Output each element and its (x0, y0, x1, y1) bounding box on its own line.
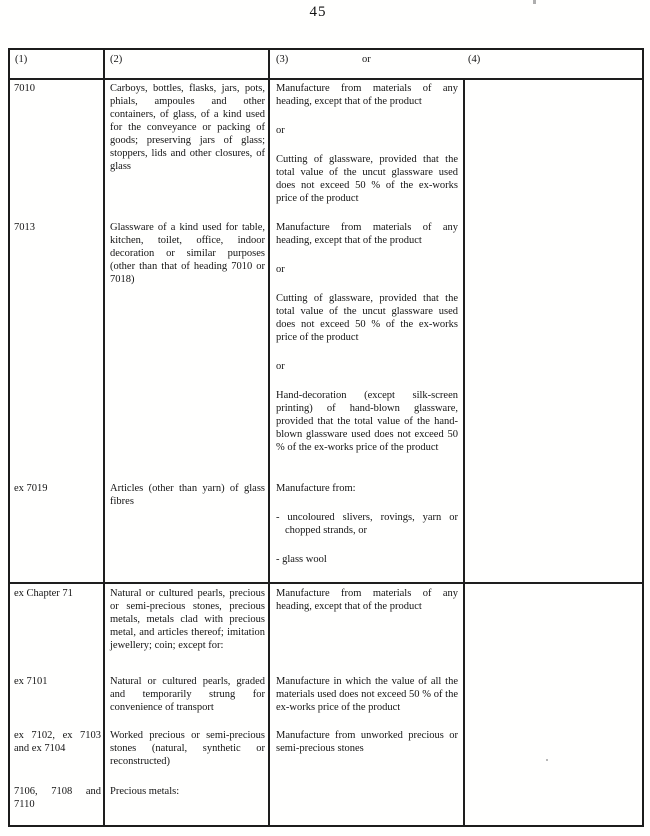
scan-artifact (533, 0, 536, 4)
row-7010-rule (276, 82, 458, 205)
row-chapter71-description: Natural or cultured pearls, precious or semi-precious stones, precious metals, metals clad with precious metal, and articles thereof; imitation jewellery; coin; except for: (110, 588, 265, 651)
rule-paragraph: Cutting of glassware, provided that the total value of the uncut glassware used does not exceed 50 % of the ex-works price of the product (276, 293, 458, 343)
row-ex7101-code: ex 7101 (14, 676, 48, 687)
row-ex7019-code: ex 7019 (14, 483, 48, 494)
header-col1: (1) (15, 54, 28, 65)
rule-paragraph: Manufacture from materials of any heading, except that of the product (276, 83, 458, 107)
page-number: 45 (309, 4, 327, 20)
rule-paragraph: Manufacture from materials of any heading, except that of the product (276, 588, 458, 612)
header-or-label: or (362, 54, 371, 65)
row-ex7019-description: Articles (other than yarn) of glass fibres (110, 483, 265, 507)
row-7013-description: Glassware of a kind used for table, kitchen, toilet, office, indoor decoration or similar purposes (other than that of heading 7010 or 7018) (110, 222, 265, 285)
header-col3: (3) (276, 54, 289, 65)
rule-paragraph: Manufacture from materials of any heading, except that of the product (276, 222, 458, 246)
header-divider (10, 78, 642, 80)
rule-paragraph: Manufacture from unworked precious or semi-precious stones (276, 730, 458, 754)
row-7013-code: 7013 (14, 222, 35, 233)
column-divider-2 (268, 50, 270, 825)
rule-list-item: - uncoloured slivers, rovings, yarn or chopped strands, or (276, 512, 458, 536)
row-7010-code: 7010 (14, 83, 35, 94)
header-col4: (4) (468, 54, 481, 65)
row-chapter71-code: ex Chapter 71 (14, 588, 73, 599)
rule-paragraph: Cutting of glassware, provided that the total value of the uncut glassware used does not exceed 50 % of the ex-works price of the product (276, 154, 458, 204)
rule-list-item: - glass wool (276, 554, 327, 565)
row-ex7102-code: ex 7102, ex 7103 and ex 7104 (14, 730, 101, 754)
row-7106-description: Precious metals: (110, 786, 180, 797)
row-7106-code: 7106, 7108 and 7110 (14, 786, 101, 810)
rule-paragraph: Manufacture from: (276, 483, 356, 494)
column-divider-3 (463, 78, 465, 825)
row-7013-rule (276, 221, 458, 454)
row-7010-description: Carboys, bottles, flasks, jars, pots, phials, ampoules and other containers, of glass, of a kind used for the conveyance or packing of goods; preserving jars of glass; stoppers, lids and other closures, of glass (110, 83, 265, 172)
row-chapter71-rule (276, 587, 458, 613)
section-divider (10, 582, 642, 584)
rule-or-label: or (276, 264, 285, 275)
rule-or-label: or (276, 125, 285, 136)
column-divider-1 (103, 50, 105, 825)
row-ex7102-description: Worked precious or semi-precious stones (natural, synthetic or reconstructed) (110, 730, 265, 767)
header-col2: (2) (110, 54, 123, 65)
row-ex7101-rule (276, 675, 458, 714)
row-ex7102-rule (276, 729, 458, 755)
rule-paragraph: Hand-decoration (except silk-screen printing) of hand-blown glassware, provided that the total value of the hand-blown glassware used does not exceed 50 % of the ex-works price of the product (276, 390, 458, 453)
origin-rules-table (8, 48, 644, 827)
rule-or-label: or (276, 361, 285, 372)
row-ex7019-rule (276, 482, 458, 566)
row-ex7101-description: Natural or cultured pearls, graded and temporarily strung for convenience of transport (110, 676, 265, 713)
rule-paragraph: Manufacture in which the value of all the materials used does not exceed 50 % of the ex-works price of the product (276, 676, 458, 713)
